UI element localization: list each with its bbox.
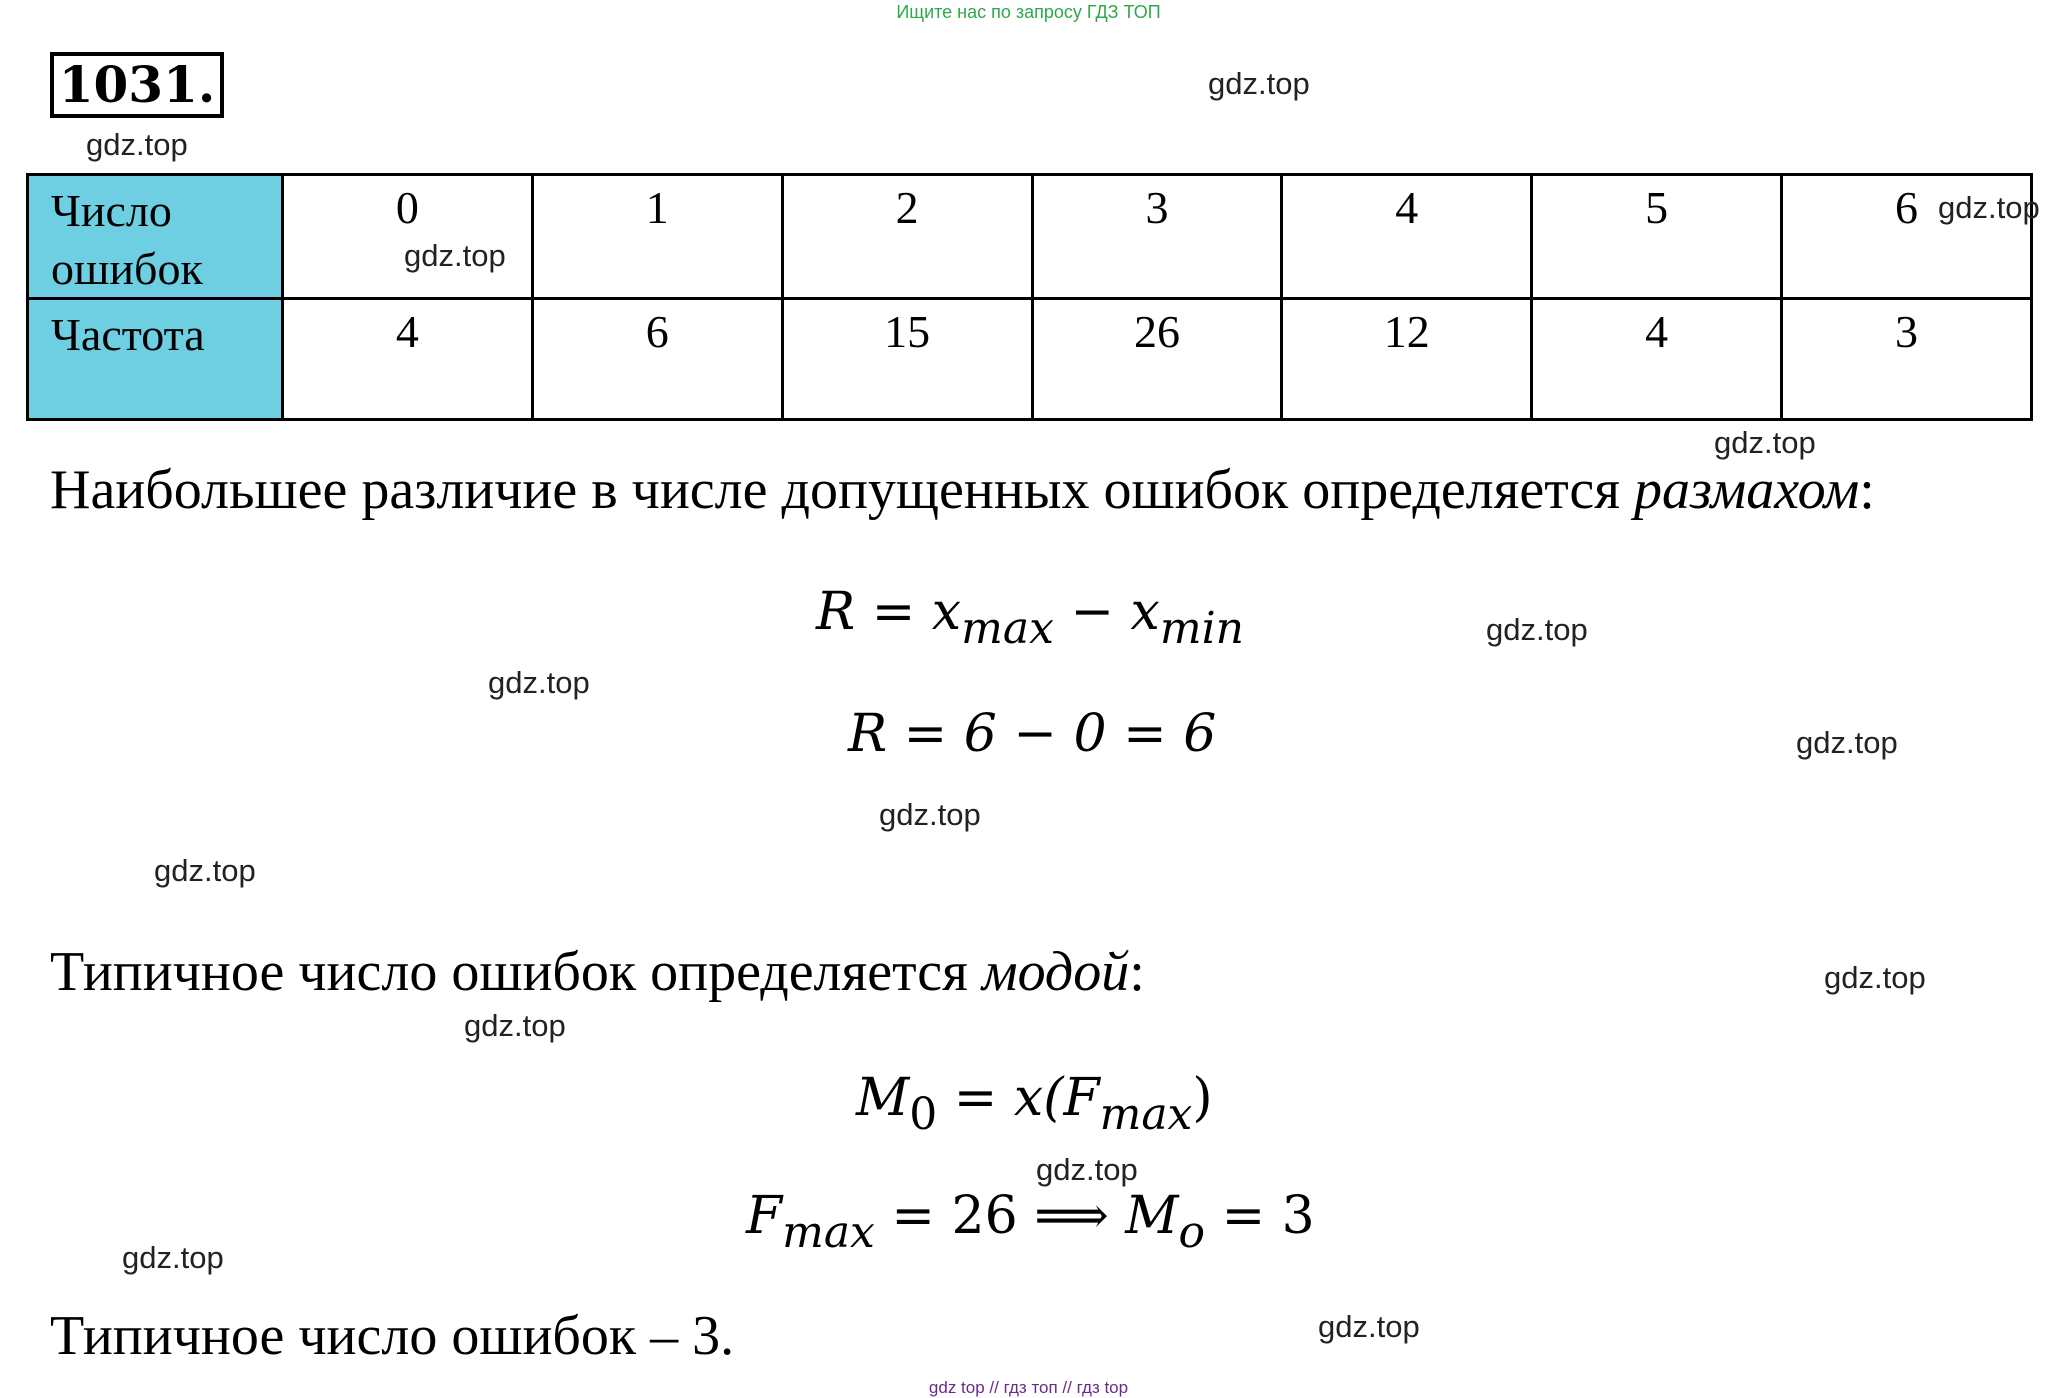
watermark: gdz.top <box>1036 1152 1138 1187</box>
range-formula-minus: − <box>1070 582 1115 642</box>
frequency-cell: 15 <box>782 299 1032 420</box>
range-formula <box>816 582 1244 654</box>
watermark: gdz.top <box>86 127 188 162</box>
watermark: gdz.top <box>1796 725 1898 760</box>
range-term: размахом <box>1634 459 1860 521</box>
table-row-errors <box>28 175 2032 299</box>
watermark: gdz.top <box>1318 1309 1420 1344</box>
watermark: gdz.top <box>1208 66 1310 101</box>
header-cell-frequency: Частота <box>28 299 283 420</box>
frequency-cell: 4 <box>1532 299 1782 420</box>
mode-formula <box>856 1068 1213 1140</box>
range-formula-min: min <box>1159 603 1245 654</box>
watermark: gdz.top <box>1486 612 1588 647</box>
mode-calc-mid: = 26 ⟹ <box>891 1186 1126 1246</box>
watermark: gdz.top <box>1714 425 1816 460</box>
watermark: gdz.top <box>464 1008 566 1043</box>
errors-cell: 1 <box>532 175 782 299</box>
errors-cell: 3 <box>1032 175 1282 299</box>
errors-cell: 5 <box>1532 175 1782 299</box>
mode-formula-zero: 0 <box>909 1089 938 1140</box>
watermark: gdz.top <box>404 238 506 273</box>
header-errors-line1: Число <box>51 185 172 236</box>
frequency-cell: 6 <box>532 299 782 420</box>
range-formula-x2: x <box>1130 582 1160 642</box>
mode-formula-m: M <box>856 1068 910 1128</box>
header-cell-errors <box>28 175 283 299</box>
watermark: gdz.top <box>1824 960 1926 995</box>
problem-number: 1031. <box>50 52 224 118</box>
header-errors-line2: ошибок <box>51 242 203 294</box>
mode-calc-end: = 3 <box>1221 1186 1315 1246</box>
errors-cell: 0 <box>283 175 533 299</box>
top-banner: Ищите нас по запросу ГДЗ ТОП <box>896 2 1161 22</box>
mode-formula-rhs-open: = x( <box>953 1068 1064 1128</box>
range-formula-eq: = <box>871 582 916 642</box>
frequency-cell: 4 <box>283 299 533 420</box>
watermark: gdz.top <box>1938 190 2040 225</box>
range-paragraph <box>50 458 1875 522</box>
mode-term: модой <box>981 941 1130 1003</box>
watermark: gdz.top <box>879 797 981 832</box>
mode-formula-f: F <box>1063 1068 1100 1128</box>
mode-paragraph <box>50 940 1145 1004</box>
frequency-cell: 26 <box>1032 299 1282 420</box>
conclusion: Типичное число ошибок – 3. <box>50 1305 735 1367</box>
mode-calc-m: M <box>1125 1186 1179 1246</box>
range-text-after: : <box>1859 459 1875 521</box>
table-row-frequency <box>28 299 2032 420</box>
range-text-before: Наибольшее различие в числе допущенных ошибок определяется <box>50 459 1634 521</box>
mode-text-after: : <box>1129 941 1145 1003</box>
footer-watermark: gdz top // гдз топ // гдз top <box>928 1378 1129 1397</box>
mode-text-before: Типичное число ошибок определяется <box>50 941 982 1003</box>
errors-cell: 2 <box>782 175 1032 299</box>
mode-formula-max: max <box>1099 1089 1193 1140</box>
range-formula-x1: x <box>931 582 962 642</box>
range-formula-r: R <box>816 582 856 642</box>
range-formula-max: max <box>961 603 1054 654</box>
range-calculation: R = 6 − 0 = 6 <box>848 704 1217 764</box>
mode-formula-rhs-close: ) <box>1192 1068 1213 1128</box>
frequency-cell: 12 <box>1282 299 1532 420</box>
errors-cell: 4 <box>1282 175 1532 299</box>
watermark: gdz.top <box>488 665 590 700</box>
frequency-table <box>26 173 2033 421</box>
mode-calculation <box>746 1186 1315 1258</box>
watermark: gdz.top <box>122 1240 224 1275</box>
frequency-cell: 3 <box>1782 299 2032 420</box>
mode-calc-o: o <box>1178 1207 1206 1258</box>
mode-calc-f: F <box>746 1186 783 1246</box>
mode-calc-max: max <box>782 1207 875 1258</box>
errors-cell: 6 <box>1782 175 2032 299</box>
watermark: gdz.top <box>154 853 256 888</box>
